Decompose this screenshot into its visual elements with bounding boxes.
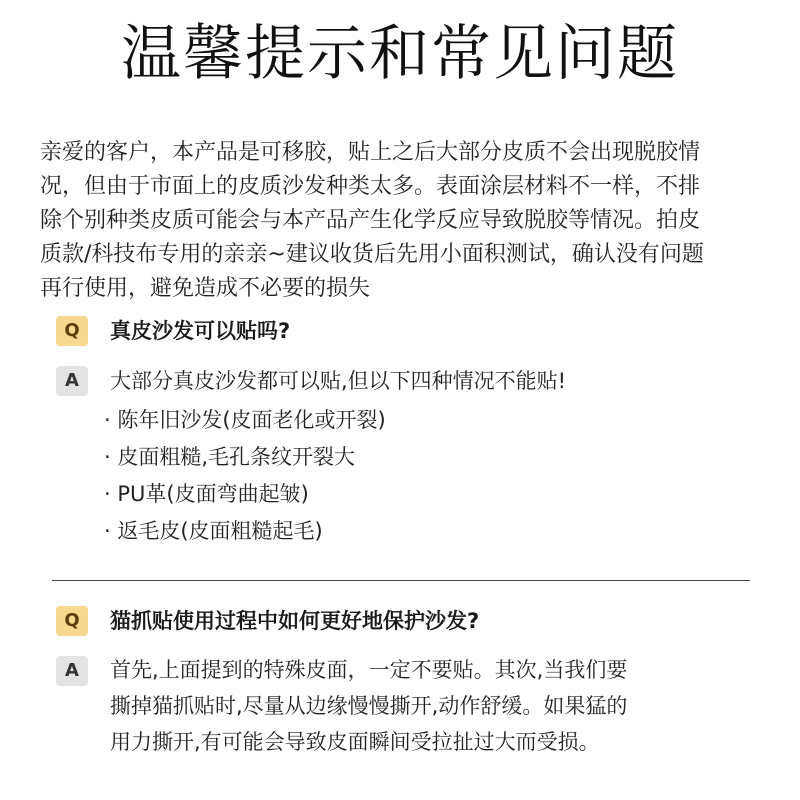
bullet-item: · 陈年旧沙发(皮面老化或开裂) (104, 408, 386, 432)
section-divider (52, 580, 750, 581)
bullet-list (104, 402, 386, 550)
bullet-item: · 返毛皮(皮面粗糙起毛) (104, 519, 323, 543)
answer-text (110, 363, 566, 399)
answer-badge: A (56, 656, 88, 686)
intro-paragraph (40, 136, 762, 306)
intro-line: 除个别种类皮质可能会与本产品产生化学反应导致脱胶等情况。拍皮 (40, 208, 701, 233)
question-badge: Q (56, 606, 88, 636)
question-text: 猫抓贴使用过程中如何更好地保护沙发? (110, 609, 480, 633)
answer-line: 首先,上面提到的特殊皮面，一定不要贴。其次,当我们要 (110, 658, 628, 682)
bullet-item: · 皮面粗糙,毛孔条纹开裂大 (104, 445, 356, 469)
page-title: 温馨提示和常见问题 (121, 19, 679, 89)
answer-line: 用力撕开,有可能会导致皮面瞬间受拉扯过大而受损。 (110, 730, 600, 754)
intro-line: 质款/科技布专用的亲亲~建议收货后先用小面积测试，确认没有问题 (40, 242, 704, 267)
intro-line: 况，但由于市面上的皮质沙发种类太多。表面涂层材料不一样，不排 (40, 174, 701, 199)
question-badge: Q (56, 316, 88, 346)
intro-line: 亲爱的客户，本产品是可移胶，贴上之后大部分皮质不会出现脱胶情 (40, 140, 701, 165)
intro-line: 再行使用，避免造成不必要的损失 (40, 276, 371, 301)
answer-badge: A (56, 366, 88, 396)
question-text: 真皮沙发可以贴吗? (110, 319, 291, 343)
answer-line: 撕掉猫抓贴时,尽量从边缘慢慢撕开,动作舒缓。如果猛的 (110, 694, 628, 718)
bullet-item: · PU革(皮面弯曲起皱) (104, 482, 309, 506)
answer-text (110, 652, 627, 760)
answer-line: 大部分真皮沙发都可以贴,但以下四种情况不能贴! (110, 369, 567, 393)
